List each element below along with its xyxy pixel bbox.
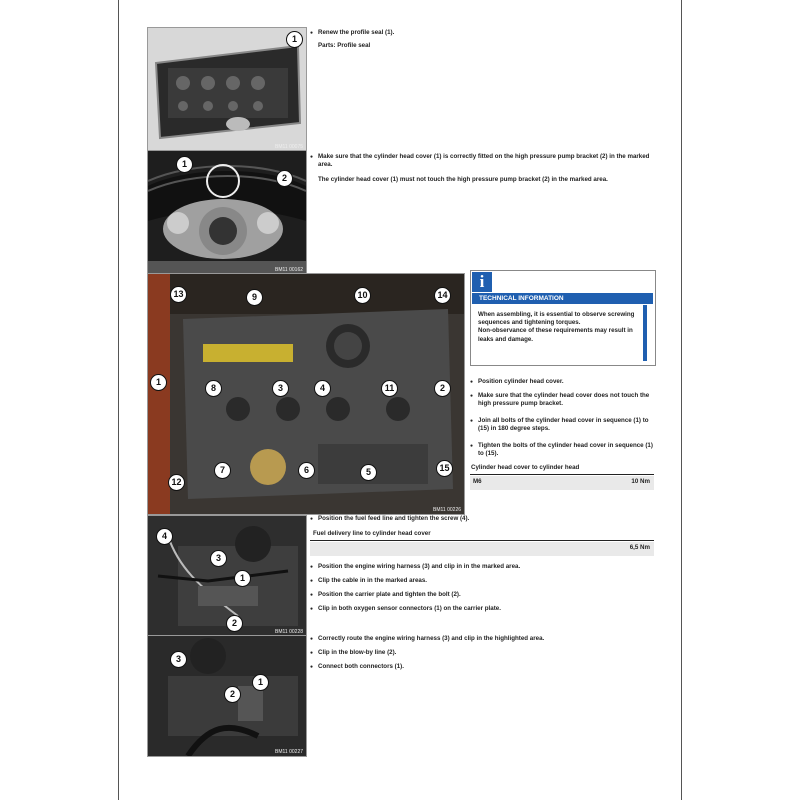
info-text xyxy=(478,311,648,344)
callout-2: 2 xyxy=(276,170,293,187)
info-text-1: When assembling, it is essential to observe screwing sequences and tightening torques. xyxy=(478,311,635,327)
fuel-table-rule xyxy=(310,540,654,541)
step-join-bolts: ● Join all bolts of the cylinder head cover in sequence (1) to (15) in 180 degree steps. xyxy=(470,417,658,433)
callout-1: 1 xyxy=(150,374,167,391)
callout-6: 6 xyxy=(298,462,315,479)
callout-9: 9 xyxy=(246,289,263,306)
table-rule xyxy=(470,474,654,475)
step-route-harness: ● Correctly route the engine wiring harness (3) and clip in the highlighted area. xyxy=(310,635,658,643)
callout-7: 7 xyxy=(214,462,231,479)
step-tighten-bolts: ● Tighten the bolts of the cylinder head cover in sequence (1) to (15). xyxy=(470,442,658,458)
photo-cylinder-head-cover-seal xyxy=(147,27,307,152)
callout-2: 2 xyxy=(434,380,451,397)
cover-illustration xyxy=(148,28,306,151)
image-code: BM11 00226 xyxy=(433,507,461,513)
image-code: BM11 00075 xyxy=(275,144,303,150)
step-connect-connectors: ● Connect both connectors (1). xyxy=(310,663,658,671)
step-no-touch: ● Make sure that the cylinder head cover does not touch the high pressure pump bracket. xyxy=(470,392,658,408)
photo-fuel-feed-line xyxy=(147,515,307,637)
torque-table-title: Cylinder head cover to cylinder head xyxy=(471,464,580,471)
image-code: BM11 00162 xyxy=(275,267,303,273)
callout-1: 1 xyxy=(176,156,193,173)
step-check-cover-fit: ● Make sure that the cylinder head cover (1) is correctly fitted on the high pressure pump bracket (2) in the marked area. xyxy=(310,153,658,169)
callout-1: 1 xyxy=(234,570,251,587)
cover-touch-note: The cylinder head cover (1) must not touch the high pressure pump bracket (2) in the marked area. xyxy=(318,176,608,183)
step-clip-cable: ● Clip the cable in in the marked areas. xyxy=(310,577,658,585)
photo-blow-by-line xyxy=(147,635,307,757)
callout-10: 10 xyxy=(354,287,371,304)
callout-15: 15 xyxy=(436,460,453,477)
callout-5: 5 xyxy=(360,464,377,481)
image-code: BM11 00228 xyxy=(275,629,303,635)
step-renew-profile-seal: ● Renew the profile seal (1). xyxy=(310,29,658,37)
fuel-torque-value: 6,5 Nm xyxy=(629,544,650,551)
callout-4: 4 xyxy=(156,528,173,545)
step-position-harness: ● Position the engine wiring harness (3) and clip in in the marked area. xyxy=(310,563,658,571)
right-page-edge xyxy=(681,0,682,800)
parts-note: Parts: Profile seal xyxy=(318,42,371,49)
step-carrier-plate: ● Position the carrier plate and tighten the bolt (2). xyxy=(310,591,658,599)
callout-4: 4 xyxy=(314,380,331,397)
callout-3: 3 xyxy=(210,550,227,567)
step-oxygen-sensor: ● Clip in both oxygen sensor connectors (1) on the carrier plate. xyxy=(310,605,658,613)
fuel-torque-row xyxy=(310,542,654,556)
info-heading: TECHNICAL INFORMATION xyxy=(472,293,653,304)
torque-value: 10 Nm xyxy=(631,478,650,485)
callout-1: 1 xyxy=(286,31,303,48)
callout-12: 12 xyxy=(168,474,185,491)
photo-bolt-sequence xyxy=(147,273,465,515)
info-accent-bar xyxy=(643,305,647,361)
step-fuel-feed-line: ● Position the fuel feed line and tighten the screw (4). xyxy=(310,515,658,523)
callout-13: 13 xyxy=(170,286,187,303)
fuel-table-title: Fuel delivery line to cylinder head cover xyxy=(313,530,431,537)
callout-2: 2 xyxy=(224,686,241,703)
torque-table-row xyxy=(470,476,654,490)
callout-11: 11 xyxy=(381,380,398,397)
callout-3: 3 xyxy=(170,651,187,668)
image-code: BM11 00227 xyxy=(275,749,303,755)
callout-1: 1 xyxy=(252,674,269,691)
callout-8: 8 xyxy=(205,380,222,397)
left-page-edge xyxy=(118,0,119,800)
callout-2: 2 xyxy=(226,615,243,632)
info-icon: i xyxy=(472,272,492,292)
callout-14: 14 xyxy=(434,287,451,304)
photo-pump-bracket xyxy=(147,150,307,275)
callout-3: 3 xyxy=(272,380,289,397)
info-text-2: Non-observance of these requirements may result in leaks and damage. xyxy=(478,327,633,343)
thread-size: M6 xyxy=(473,478,482,485)
step-blow-by-line: ● Clip in the blow-by line (2). xyxy=(310,649,658,657)
step-position-cover: ● Position cylinder head cover. xyxy=(470,378,658,386)
